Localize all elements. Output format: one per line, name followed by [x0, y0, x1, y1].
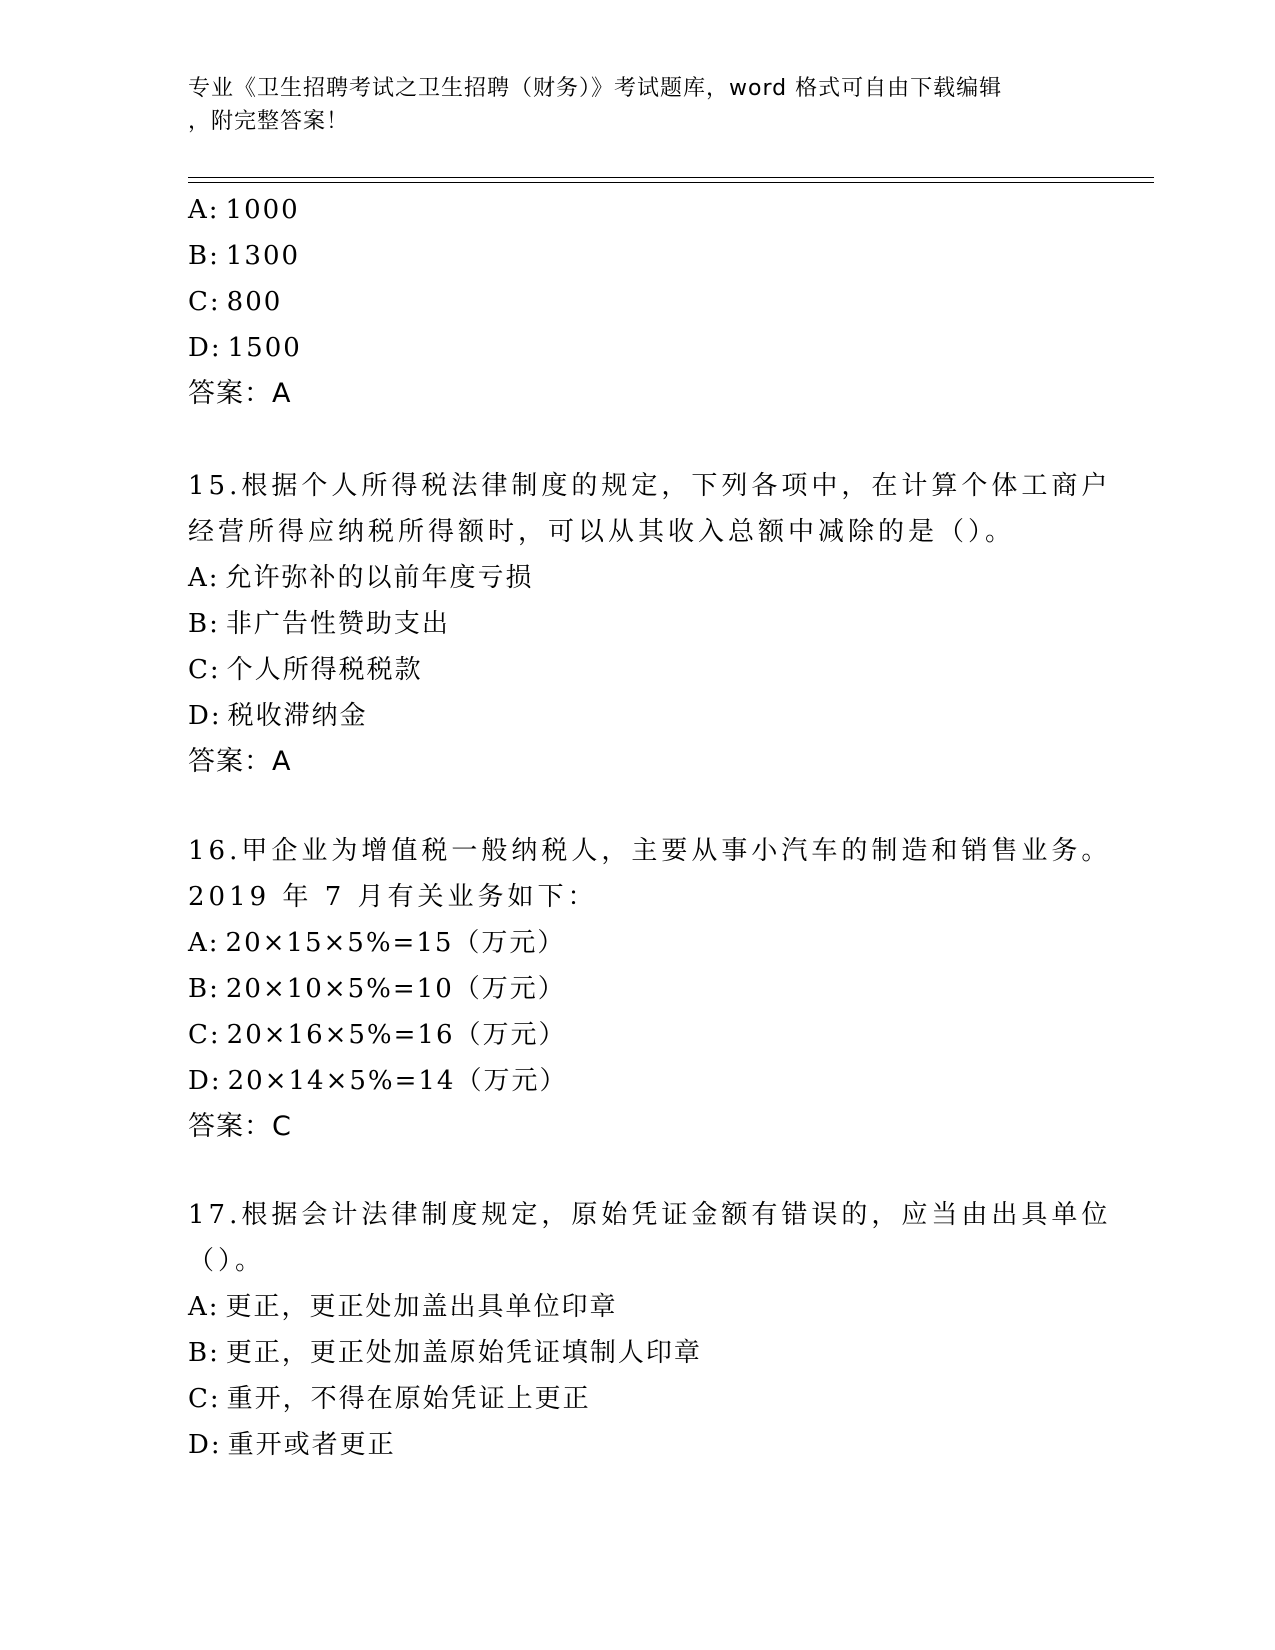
- option-d: [188, 1058, 1088, 1104]
- option-label: C:: [188, 655, 221, 685]
- answer-line: 答案：A: [188, 378, 292, 409]
- document-header: [188, 72, 1088, 138]
- option-label: B:: [188, 609, 220, 639]
- option-d: [188, 325, 1088, 371]
- header-line-2: ，附完整答案！: [188, 109, 350, 134]
- option-label: C:: [188, 287, 221, 317]
- option-b: [188, 601, 1088, 647]
- option-text: 非广告性赞助支出: [225, 609, 450, 639]
- header-rule-bottom: [188, 182, 1154, 183]
- option-text: 个人所得税税款: [226, 655, 423, 685]
- question-stem-line-1: 15.根据个人所得税法律制度的规定，下列各项中，在计算个体工商户: [188, 471, 1112, 501]
- option-c: [188, 1376, 1088, 1422]
- option-a: [188, 920, 1088, 966]
- option-text: 允许弥补的以前年度亏损: [225, 563, 534, 593]
- option-b: [188, 1330, 1088, 1376]
- option-text: 更正，更正处加盖出具单位印章: [225, 1292, 618, 1322]
- option-label: D:: [188, 701, 222, 731]
- option-text: 800: [226, 287, 283, 317]
- option-text: 20×14×5%=14（万元）: [227, 1066, 568, 1096]
- option-label: A:: [188, 928, 220, 958]
- option-c: [188, 1012, 1088, 1058]
- answer-line: 答案：C: [188, 1111, 292, 1142]
- option-label: A:: [188, 563, 220, 593]
- option-label: B:: [188, 974, 220, 1004]
- option-c: [188, 279, 1088, 325]
- option-text: 1000: [225, 195, 300, 225]
- option-d: [188, 1422, 1088, 1468]
- option-a: [188, 555, 1088, 601]
- question-16: [188, 828, 1112, 1150]
- option-label: A:: [188, 195, 220, 225]
- answer-line: 答案：A: [188, 746, 292, 777]
- question-17: [188, 1192, 1112, 1468]
- option-text: 重开，不得在原始凭证上更正: [226, 1384, 591, 1414]
- option-text: 重开或者更正: [227, 1430, 396, 1460]
- question-15: [188, 463, 1112, 785]
- option-text: 税收滞纳金: [227, 701, 368, 731]
- option-a: [188, 187, 1088, 233]
- option-a: [188, 1284, 1088, 1330]
- option-label: B:: [188, 241, 220, 271]
- option-text: 20×10×5%=10（万元）: [225, 974, 566, 1004]
- question-14: [188, 187, 1088, 417]
- option-label: D:: [188, 1066, 222, 1096]
- option-text: 20×16×5%=16（万元）: [226, 1020, 567, 1050]
- option-b: [188, 966, 1088, 1012]
- option-label: B:: [188, 1338, 220, 1368]
- option-text: 20×15×5%=15（万元）: [225, 928, 566, 958]
- question-stem-line-1: 17.根据会计法律制度规定，原始凭证金额有错误的，应当由出具单位: [188, 1200, 1112, 1230]
- question-stem-line-2: 2019 年 7 月有关业务如下：: [188, 882, 598, 912]
- option-label: C:: [188, 1020, 221, 1050]
- option-b: [188, 233, 1088, 279]
- question-stem-line-2: （）。: [188, 1246, 266, 1276]
- option-c: [188, 647, 1088, 693]
- option-d: [188, 693, 1088, 739]
- option-label: A:: [188, 1292, 220, 1322]
- option-label: D:: [188, 333, 222, 363]
- option-text: 1300: [225, 241, 301, 271]
- option-label: C:: [188, 1384, 221, 1414]
- option-text: 1500: [227, 333, 302, 363]
- question-stem-line-1: 16.甲企业为增值税一般纳税人，主要从事小汽车的制造和销售业务。: [188, 836, 1112, 866]
- option-label: D:: [188, 1430, 222, 1460]
- header-line-1: 专业《卫生招聘考试之卫生招聘（财务）》考试题库，word 格式可自由下载编辑: [188, 76, 1003, 101]
- option-text: 更正，更正处加盖原始凭证填制人印章: [225, 1338, 702, 1368]
- question-stem-line-2: 经营所得应纳税所得额时，可以从其收入总额中减除的是（）。: [188, 517, 1016, 547]
- header-rule-top: [188, 177, 1154, 178]
